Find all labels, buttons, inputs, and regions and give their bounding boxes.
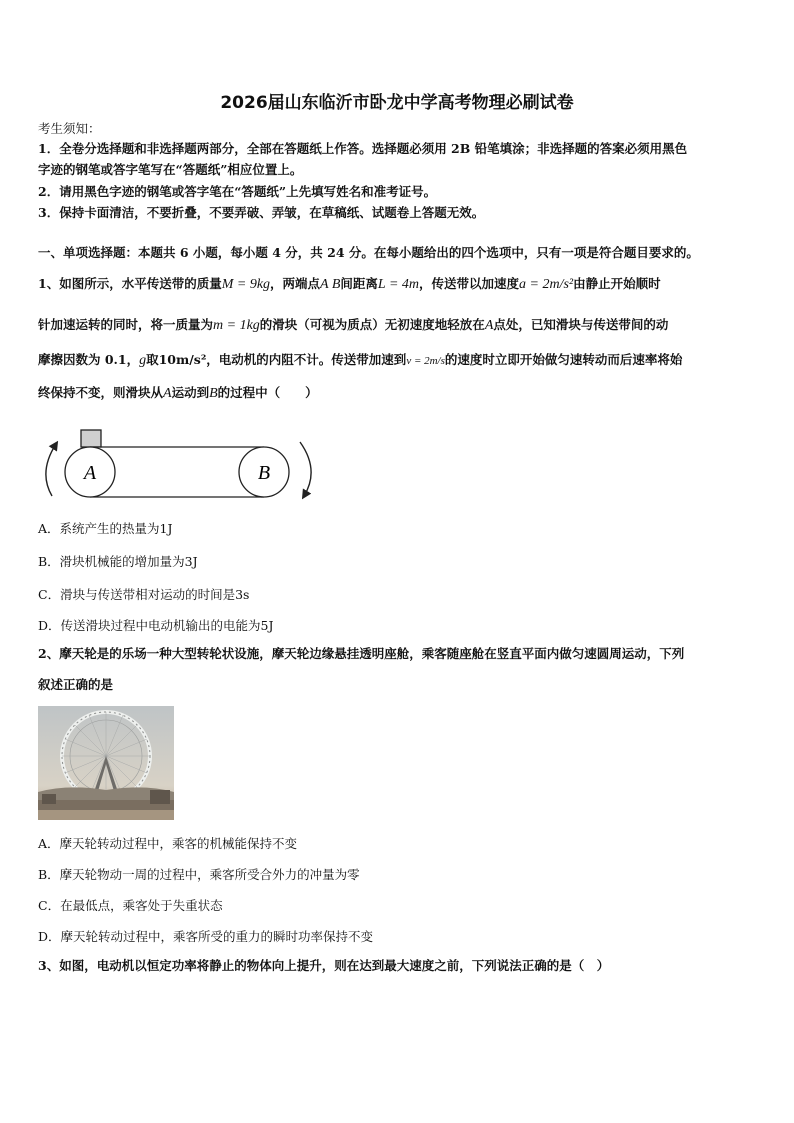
q1-mass-block: m = 1kg xyxy=(213,318,260,333)
notice-item-3: 3．保持卡面清洁，不要折叠，不要弄破、弄皱，在草稿纸、试题卷上答题无效。 xyxy=(38,205,485,220)
q2-option-d: D．摩天轮转动过程中，乘客所受的重力的瞬时功率保持不变 xyxy=(38,929,374,944)
q1-line-3: 摩擦因数为 0.1，g取10m/s²，电动机的内阻不计。传送带加速到v = 2m/s的速度时立即开始做匀速转动而后速率将始 xyxy=(38,352,683,368)
notice-item-2: 2．请用黑色字迹的钢笔或答字笔在“答题纸”上先填写姓名和准考证号。 xyxy=(38,184,437,199)
ferris-wheel-photo xyxy=(38,706,174,820)
pulley-a-label: A xyxy=(83,462,97,484)
section-heading: 一、单项选择题：本题共 6 小题，每小题 4 分，共 24 分。在每小题给出的四个选项中，只有一项是符合题目要求的。 xyxy=(38,245,699,260)
q1-option-a: A．系统产生的热量为1J xyxy=(38,521,173,536)
notice-heading: 考生须知： xyxy=(38,121,101,136)
q1-line-1: 1、如图所示，水平传送带的质量M = 9kg，两端点A B间距离L = 4m，传送带以加速度a = 2m/s²由静止开始顺时 xyxy=(38,276,661,292)
notice-item-1-cont: 字迹的钢笔或答字笔写在“答题纸”相应位置上。 xyxy=(38,162,303,177)
q1-line-2: 针加速运转的同时，将一质量为m = 1kg的滑块（可视为质点）无初速度地轻放在A点处，已知滑块与传送带间的动 xyxy=(38,317,669,333)
q1-line-4: 终保持不变，则滑块从A运动到B的过程中（ ） xyxy=(38,385,318,401)
q2-line-2: 叙述正确的是 xyxy=(38,677,114,692)
q2-line-1: 2、摩天轮是的乐场一种大型转轮状设施，摩天轮边缘悬挂透明座舱，乘客随座舱在竖直平面内做匀速圆周运动，下列 xyxy=(38,646,685,661)
conveyor-belt-diagram xyxy=(38,424,318,504)
q1-mass-belt: M = 9kg xyxy=(221,277,271,292)
pulley-b-label: B xyxy=(257,462,271,484)
rotation-arrow-right xyxy=(300,442,311,496)
q1-option-b: B．滑块机械能的增加量为3J xyxy=(38,554,198,569)
notice-item-1: 1．全卷分选择题和非选择题两部分，全部在答题纸上作答。选择题必须用 2B 铅笔填涂；非选择题的答案必须用黑色 xyxy=(38,141,688,156)
q1-option-d: D．传送滑块过程中电动机输出的电能为5J xyxy=(38,618,274,633)
q1-acceleration: a = 2m/s² xyxy=(519,277,574,292)
q1-velocity: v = 2m/s xyxy=(406,355,445,367)
q3-line-1: 3、如图，电动机以恒定功率将静止的物体向上提升，则在达到最大速度之前，下列说法正确的是（ ） xyxy=(38,958,610,973)
q1-option-c: C．滑块与传送带相对运动的时间是3s xyxy=(38,587,250,602)
q2-option-a: A．摩天轮转动过程中，乘客的机械能保持不变 xyxy=(38,836,298,851)
q1-length: L = 4m xyxy=(377,277,420,292)
q1-points: A B xyxy=(320,277,341,292)
page-title: 2026届山东临沂市卧龙中学高考物理必刷试卷 xyxy=(220,93,574,113)
rotation-arrow-left xyxy=(46,444,56,496)
q2-option-b: B．摩天轮物动一周的过程中，乘客所受合外力的冲量为零 xyxy=(38,867,360,882)
q2-option-c: C．在最低点，乘客处于失重状态 xyxy=(38,898,223,913)
slider-block xyxy=(81,430,101,447)
